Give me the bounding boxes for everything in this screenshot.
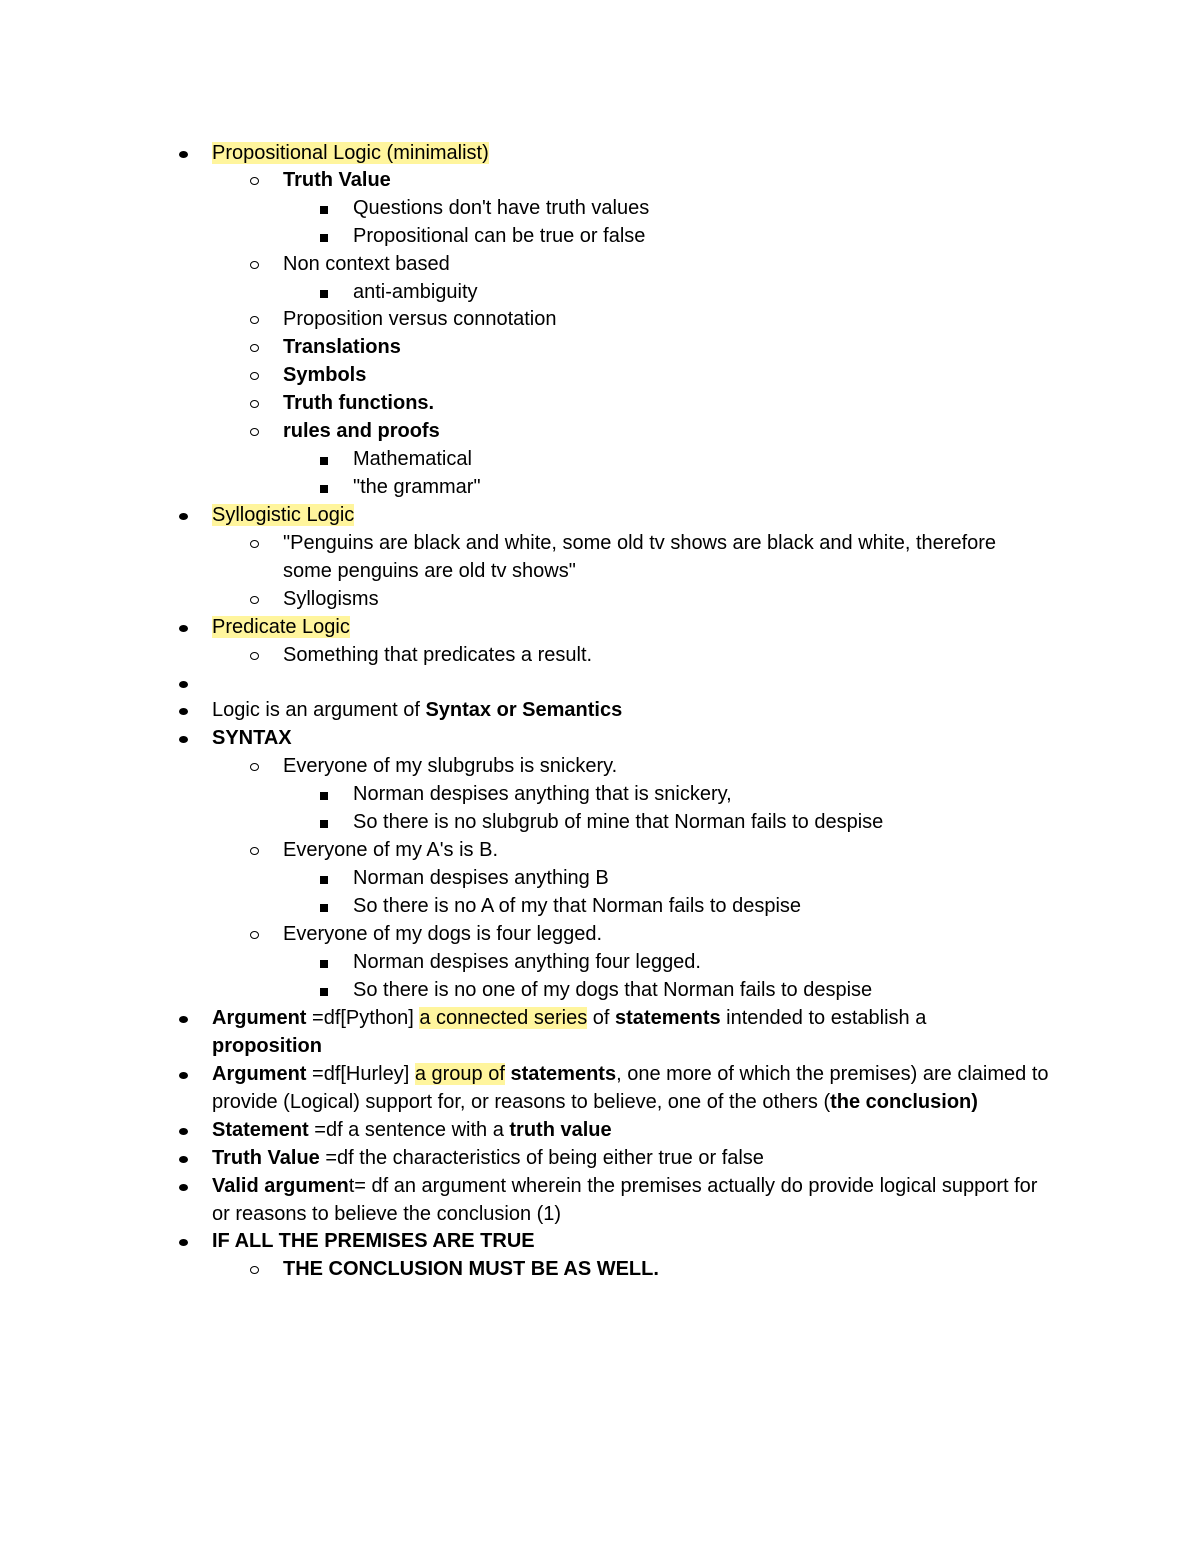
- list-item-text: Mathematical: [353, 448, 472, 470]
- list-item-text: Propositional can be true or false: [353, 225, 646, 247]
- def-text: =df a sentence with a: [308, 1119, 510, 1141]
- list-item-text: Logic is an argument of: [212, 699, 426, 721]
- def-text: intended to establish a: [720, 1007, 927, 1029]
- list-item-text: So there is no slubgrub of mine that Norman fails to despise: [353, 811, 884, 833]
- list-item-text: So there is no one of my dogs that Norman fails to despise: [353, 979, 873, 1001]
- list-item-text: Norman despises anything that is snickery,: [353, 783, 732, 805]
- list-item-text: Everyone of my dogs is four legged.: [283, 923, 603, 945]
- term-argument: Argument: [212, 1007, 307, 1029]
- heading-syntax: SYNTAX: [212, 727, 292, 749]
- list-item-text: Everyone of my A's is B.: [283, 839, 499, 861]
- conclusion-text: THE CONCLUSION MUST BE AS WELL.: [283, 1258, 659, 1280]
- list-item-text: anti-ambiguity: [353, 281, 478, 303]
- truth-functions-label: Truth functions.: [283, 392, 435, 414]
- term-statement: Statement: [212, 1119, 309, 1141]
- heading-predicate: Predicate Logic: [212, 616, 350, 638]
- list-item-text: Syllogisms: [283, 588, 379, 610]
- highlight-text: a connected series: [419, 1007, 588, 1029]
- truth-value-label: Truth Value: [283, 169, 391, 191]
- list-item-text: So there is no A of my that Norman fails to despise: [353, 895, 802, 917]
- translations-label: Translations: [283, 336, 401, 358]
- def-source: =df[Hurley]: [306, 1063, 415, 1085]
- def-bold: proposition: [212, 1034, 322, 1057]
- list-item-text: Proposition versus connotation: [283, 308, 557, 330]
- def-bold: statements: [615, 1007, 721, 1029]
- term-valid-argument: Valid argumen: [212, 1175, 349, 1197]
- highlight-text: a group of: [414, 1063, 505, 1085]
- def-bold: truth value: [509, 1119, 612, 1141]
- term-argument: Argument: [212, 1063, 307, 1085]
- list-item-bold: Syntax or Semantics: [425, 699, 623, 721]
- def-bold: the conclusion): [830, 1090, 978, 1113]
- def-source: =df[Python]: [306, 1007, 420, 1029]
- def-text: =df the characteristics of being either true or false: [319, 1147, 764, 1169]
- def-text: t= df an argument wherein the premises actually do provide logical support for or reasons to believe the conclusion (1): [212, 1175, 1038, 1225]
- list-item-text: Non context based: [283, 253, 450, 275]
- term-truth-value: Truth Value: [212, 1147, 320, 1169]
- list-item-text: "the grammar": [353, 476, 481, 498]
- rules-proofs-label: rules and proofs: [283, 420, 440, 442]
- list-item-text: Norman despises anything B: [353, 867, 609, 889]
- heading-syllogistic: Syllogistic Logic: [212, 504, 355, 526]
- def-text: of: [587, 1007, 615, 1029]
- list-item-text: "Penguins are black and white, some old tv shows are black and white, therefore some penguins are old tv shows": [283, 532, 997, 582]
- list-item-text: Norman despises anything four legged.: [353, 951, 701, 973]
- symbols-label: Symbols: [283, 364, 367, 386]
- heading-propositional: Propositional Logic (minimalist): [212, 142, 489, 164]
- list-item-text: Everyone of my slubgrubs is snickery.: [283, 755, 618, 777]
- list-item-text: Questions don't have truth values: [353, 197, 650, 219]
- def-text: , one more of which the premises) are claimed to provide (Logical) support for, or reasons to believe, one of the others (: [212, 1063, 1049, 1113]
- list-item-text: Something that predicates a result.: [283, 644, 593, 666]
- def-bold: statements: [510, 1063, 617, 1085]
- premises-heading: IF ALL THE PREMISES ARE TRUE: [212, 1230, 535, 1252]
